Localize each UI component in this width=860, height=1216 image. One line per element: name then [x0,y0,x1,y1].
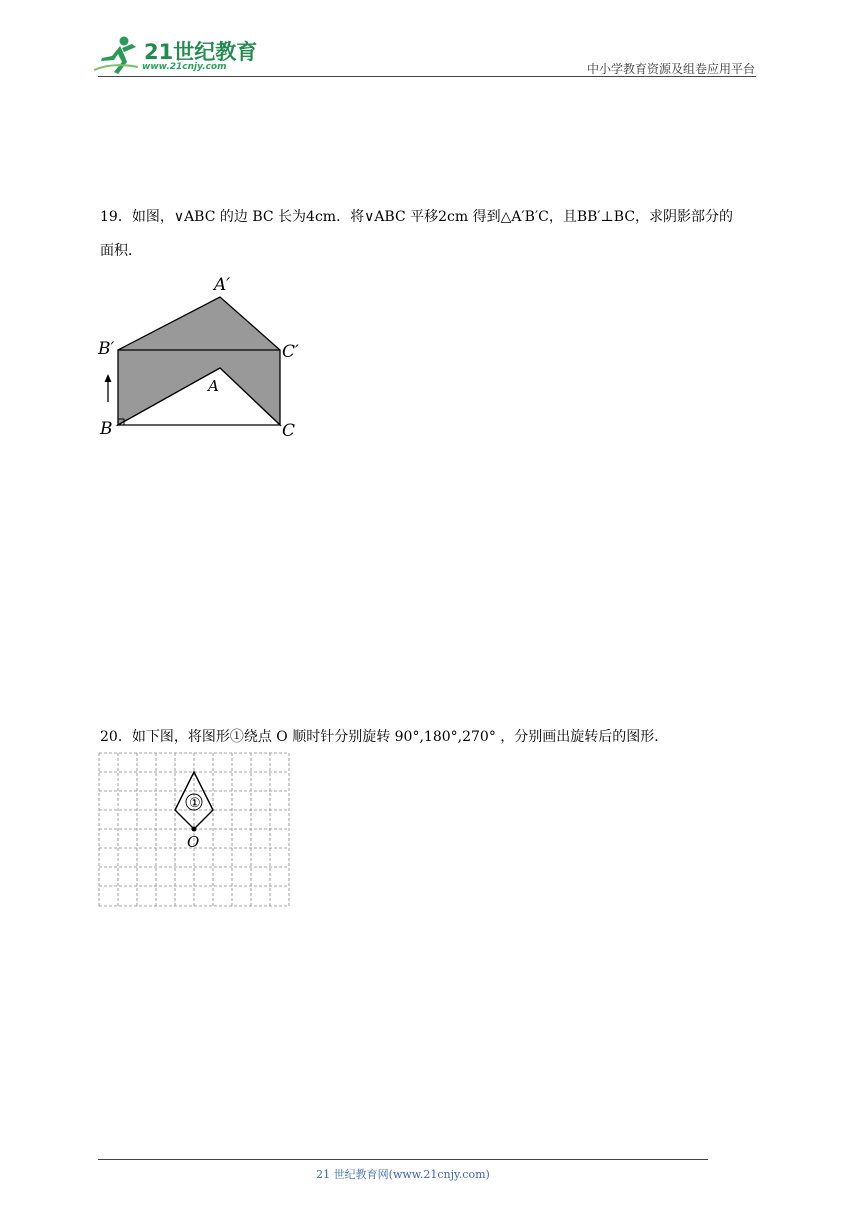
question-20-number: 20． [100,729,132,745]
question-19-line2: 面积． [100,243,142,259]
label-c: C [282,421,296,441]
label-b-prime: B′ [98,339,115,359]
label-a: A [208,377,219,395]
question-20-body: 如下图，将图形①绕点 O 顺时针分别旋转 90°,180°,270° ，分别画出旋转后的图形． [131,729,669,745]
question-19-number: 19． [100,209,132,225]
logo-brand-text: 21世纪教育 [144,40,258,64]
footer-text: 21 世纪教育网(www.21cnjy.com) [316,1168,490,1181]
label-b: B [100,419,113,439]
header-divider [98,76,756,77]
shape-label: ① [189,796,201,811]
footer-divider [98,1159,708,1160]
point-o-label: O [187,833,200,851]
logo [92,34,262,78]
page-header [0,0,860,90]
label-a-prime: A′ [214,275,231,295]
translation-figure [96,270,316,450]
question-19-line1: 如图，∨ABC 的边 BC 长为4cm．将∨ABC 平移2cm 得到△A′B′C，且BB′⊥BC，求阴影部分的 [131,209,734,225]
arrow-head-icon [105,374,112,382]
runner-logo-icon [92,34,144,78]
platform-name: 中小学教育资源及组卷应用平台 [586,62,755,76]
question-19-text [100,208,733,226]
point-o [192,827,197,832]
rotation-grid-figure [98,752,292,910]
label-c-prime: C′ [282,342,299,362]
logo-url-text: www.21cnjy.com [142,62,227,72]
question-20-text [100,728,668,746]
